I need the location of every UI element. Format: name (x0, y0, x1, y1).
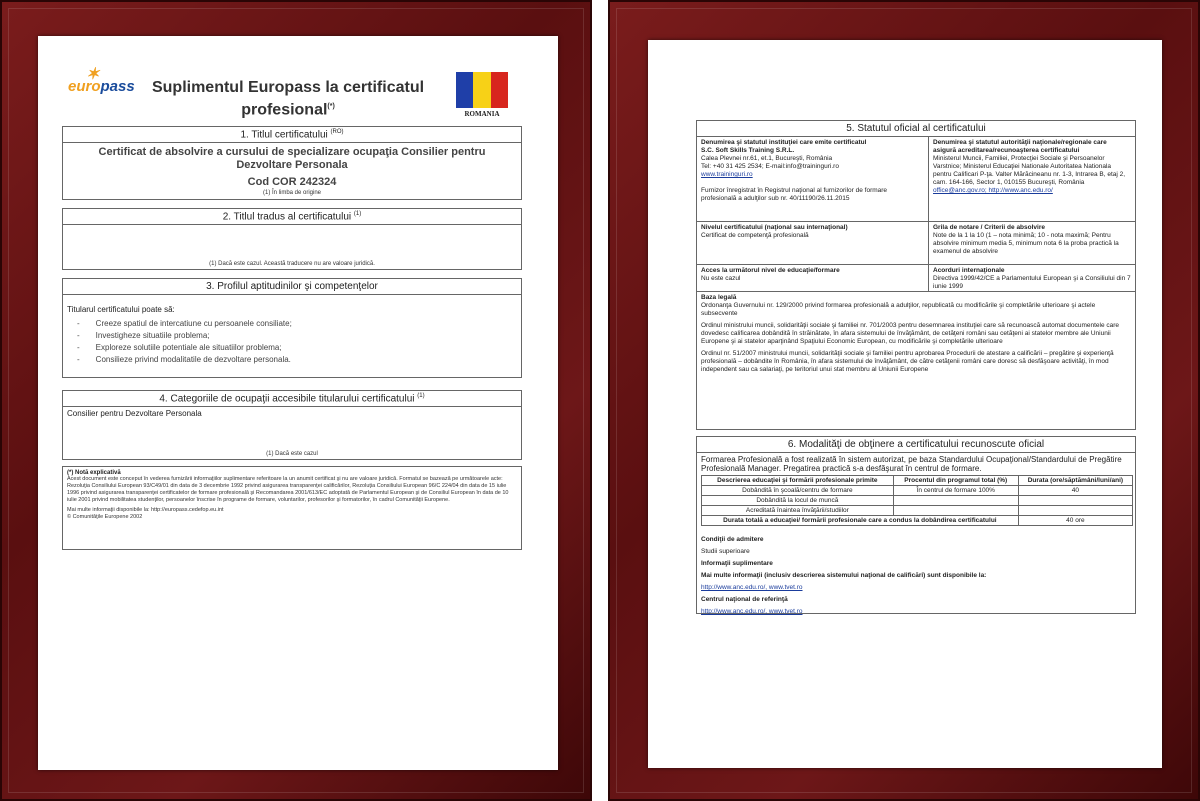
issuer-cell: Denumirea şi statutul instituţiei care emite certificatul S.C. Soft Skills Training S.R.L. Calea Plevnei nr.61, et.1, Bucureşti, România Tel: +40 31 425 2534; E-mail:info@traininguri.ro www.traininguri.ro Furnizor înregistrat în Registrul naţional al furnizorilor de formare profesională a adulţilor sub nr. 40/11190/26.11.2015 (697, 137, 929, 222)
legal-basis: Baza legală Ordonanţa Guvernului nr. 129/2000 privind formarea profesională a adulţilor, republicată cu modificările şi completările ulterioare şi actele subsecvente Ordinul ministrului muncii, solidarităţii sociale şi familiei nr. 701/2003 pentru desemnarea instituţiei care să recunoască automat documentele care dovedesc calificarea dobândită în străinătate, în afara sistemului de învăţământ, de cetăţeni români sau cetăţeni ai statelor membre ale Uniunii Europene şi ai statelor aparţinând Spaţiului Economic European, cu modificările şi completările ulterioare Ordinul nr. 51/2007 ministrului muncii, solidarităţii sociale şi familiei pentru aprobarea Procedurii de atestare a calificării – pregătire şi experienţă profesională – dobândite în România, în afara sistemului de învăţământ, de către cetăţenii români care doresc să desfăşoare activităţi, în mod independent sau ca salariaţi, pe teritoriul unui stat membru al Uniunii Europene (697, 292, 1135, 380)
footnote: (1) Dacă este cazul. Această traducere nu are valoare juridică. (209, 261, 375, 267)
occupation: Consilier pentru Dezvoltare Personala (67, 409, 202, 419)
skills-list (63, 318, 521, 366)
page-header (38, 36, 558, 126)
international-cell: Acorduri internaţionale Directiva 1999/42/CE a Parlamentului European şi a Consiliului din 7 iunie 1999 (929, 265, 1135, 292)
left-frame (0, 0, 592, 801)
note-copyright: © Comunităţile Europene 2002 (67, 514, 143, 520)
note-heading: (*) Notă explicativă (67, 470, 121, 476)
list-item: - Investigheze situatiile problema; (77, 330, 521, 342)
table-row: Dobândită la locul de muncă (702, 496, 1133, 506)
issuer-website-link[interactable]: www.traininguri.ro (701, 171, 753, 178)
table-row: Acreditată înaintea învăţării/studiilor (702, 506, 1133, 516)
legal-item: Ordinul nr. 51/2007 ministrului muncii, solidarităţii sociale şi familiei pentru aprobarea Procedurii de atestare a calificării – pregătire şi experienţă profesională – dobândite în România, în afara sistemului de învăţământ, de către cetăţenii români care doresc să desfăşoare activităţi, în mod independent sau ca salariaţi, pe teritoriul unui stat membru al Uniunii Europene (701, 350, 1114, 373)
right-frame (608, 0, 1200, 801)
certificate-name: Certificat de absolvire a cursului de specializare ocupaţia Consilier pentru Dezvoltare Personala (98, 146, 486, 172)
section-header: 1. Titlul certificatului $^{(RO)}$ (63, 127, 521, 143)
more-info-links[interactable]: http://www.anc.edu.ro/, www.tvet.ro (701, 584, 803, 591)
section-translated-title (62, 208, 522, 270)
section-header: 6. Modalităţi de obţinere a certificatului recunoscute oficial (697, 437, 1135, 453)
reference-centre-links[interactable]: http://www.anc.edu.ro/, www.tvet.ro (701, 608, 803, 615)
methods-intro: Formarea Profesională a fost realizată în sistem autorizat, pe baza Standardului Ocupaţional/Standardului de Pregătire Profesională Manager. Pregatirea practică s-a desfăşurat în centrul de formare. (701, 455, 1122, 473)
list-item: - Exploreze solutiile potentiale ale situatiilor problema; (77, 342, 521, 354)
skills-intro: Titularul certificatului poate să: (67, 305, 175, 314)
cor-code: Cod COR 242324 (247, 176, 337, 189)
section-header: 2. Titlul tradus al certificatului $^{(1)}$ (63, 209, 521, 225)
flag-label: ROMANIA (464, 110, 500, 118)
list-item: - Creeze spatiul de intercatiune cu persoanele consiliate; (77, 318, 521, 330)
table-total-row: Durata totală a educaţiei/ formării profesionale care a condus la dobândirea certificatului 40 ore (702, 516, 1133, 526)
table-header-row: Descrierea educaţiei şi formării profesionale primite Procentul din programul total (%) Durata (ore/săptămâni/luni/ani) (702, 476, 1133, 486)
footnote: (1) În limba de origine (262, 190, 322, 197)
left-page (38, 36, 558, 770)
list-item: - Consilieze privind modalitatile de dezvoltare personala. (77, 354, 521, 366)
footnote: (1) Dacă este cazul (266, 451, 318, 457)
legal-item: Ordonanţa Guvernului nr. 129/2000 privind formarea profesională a adulţilor, republicată cu modificările şi completările ulterioare şi actele subsecvente (701, 302, 1096, 317)
section-occupations (62, 390, 522, 460)
note-body: Acest document este conceput în vederea furnizării informaţiilor suplimentare referitoare la un anumit certificat şi nu are valoare juridică. Formatul se bazează pe următoarele acte: Rezoluţia Consiliului European 93/C49/01 din data de 3 decembrie 1992 privind asigurarea transparenţei calificărilor, Rezoluţia Consiliului European 96/C 224/04 din data de 15 iulie 1996 privind asigurarea transparenţei certificatelor de formare profesională şi Recomandarea 2001/613/EC adoptată de Parlamentul European şi de Consiliul European în data de 10 iulie 2001 privind mobilitatea studenţilor, persoanelor înscrise în programe de formare, voluntarilor, profesorilor şi formatorilor, în cadrul Comunităţii Europene. (67, 476, 509, 503)
section-certificate-title (62, 126, 522, 200)
section-header: 5. Statutul oficial al certificatului (697, 121, 1135, 137)
section-official-status (696, 120, 1136, 430)
access-cell: Acces la următorul nivel de educaţie/formare Nu este cazul (697, 265, 929, 292)
section-header: 3. Profilul aptitudinilor şi competenţelor (63, 279, 521, 295)
training-table (701, 475, 1133, 526)
explanatory-note (62, 466, 522, 550)
section-header: 4. Categoriile de ocupaţii accesibile titularului certificatului $^{(1)}$ (63, 391, 521, 407)
page-title: Suplimentul Europass la certificatul profesional(*) (151, 79, 425, 119)
section-obtaining-methods (696, 436, 1136, 614)
note-more: Mai multe informaţii disponibile la: http://europass.cedefop.eu.int (67, 507, 224, 513)
romania-flag (456, 72, 508, 108)
table-row: Dobândită în şcoală/centru de formare În centrul de formare 100% 40 (702, 486, 1133, 496)
legal-item: Ordinul ministrului muncii, solidarităţii sociale şi familiei nr. 701/2003 pentru desemnarea instituţiei care să recunoască automat documentele care dovedesc calificarea dobândită în străinătate, în afara sistemului de învăţământ, de cetăţeni români sau cetăţeni ai statelor membre ale Uniunii Europene şi ai statelor aparţinând Spaţiului Economic European, cu modificările şi completările ulterioare (701, 322, 1120, 345)
additional-info: Condiţii de admitere Studii superioare Informaţii suplimentare Mai multe informaţii (inclusiv descrierea sistemului naţional de calificări) sunt disponibile la: http://www.anc.edu.ro/, www.tvet.ro Centrul naţional de referinţă http://www.anc.edu.ro/, www.tvet.ro (701, 536, 987, 615)
section-skills-profile (62, 278, 522, 378)
grading-cell: Grila de notare / Criterii de absolvire Note de la 1 la 10 (1 – nota minimă; 10 - nota maximă; Pentru absolvire minimum media 5, minimum nota 6 la proba practică la examenul de absolvire (929, 222, 1135, 265)
right-page (648, 40, 1162, 768)
star-icon: ✶ (86, 66, 100, 83)
authority-links[interactable]: office@anc.gov.ro; http://www.anc.edu.ro/ (933, 187, 1053, 194)
level-cell: Nivelul certificatului (naţional sau internaţional) Certificat de competenţă profesională (697, 222, 929, 265)
europass-logo: ✶ europass (68, 66, 135, 95)
authority-cell: Denumirea şi statutul autorităţii naţionale/regionale care asigură acreditarea/recunoaşterea certificatului Ministerul Muncii, Familiei, Protecţiei Sociale şi Persoanelor Varstnice; Ministerul Educaţiei Nationale Autoritatea Nationala pentru Calificari P-ţa. Valter Mărăcineanu nr. 1-3, Intrarea B, etaj 2, cam. 164-166, Sector 1, 010155 Bucureşti, România office@anc.gov.ro; http://www.anc.edu.ro/ (929, 137, 1135, 222)
